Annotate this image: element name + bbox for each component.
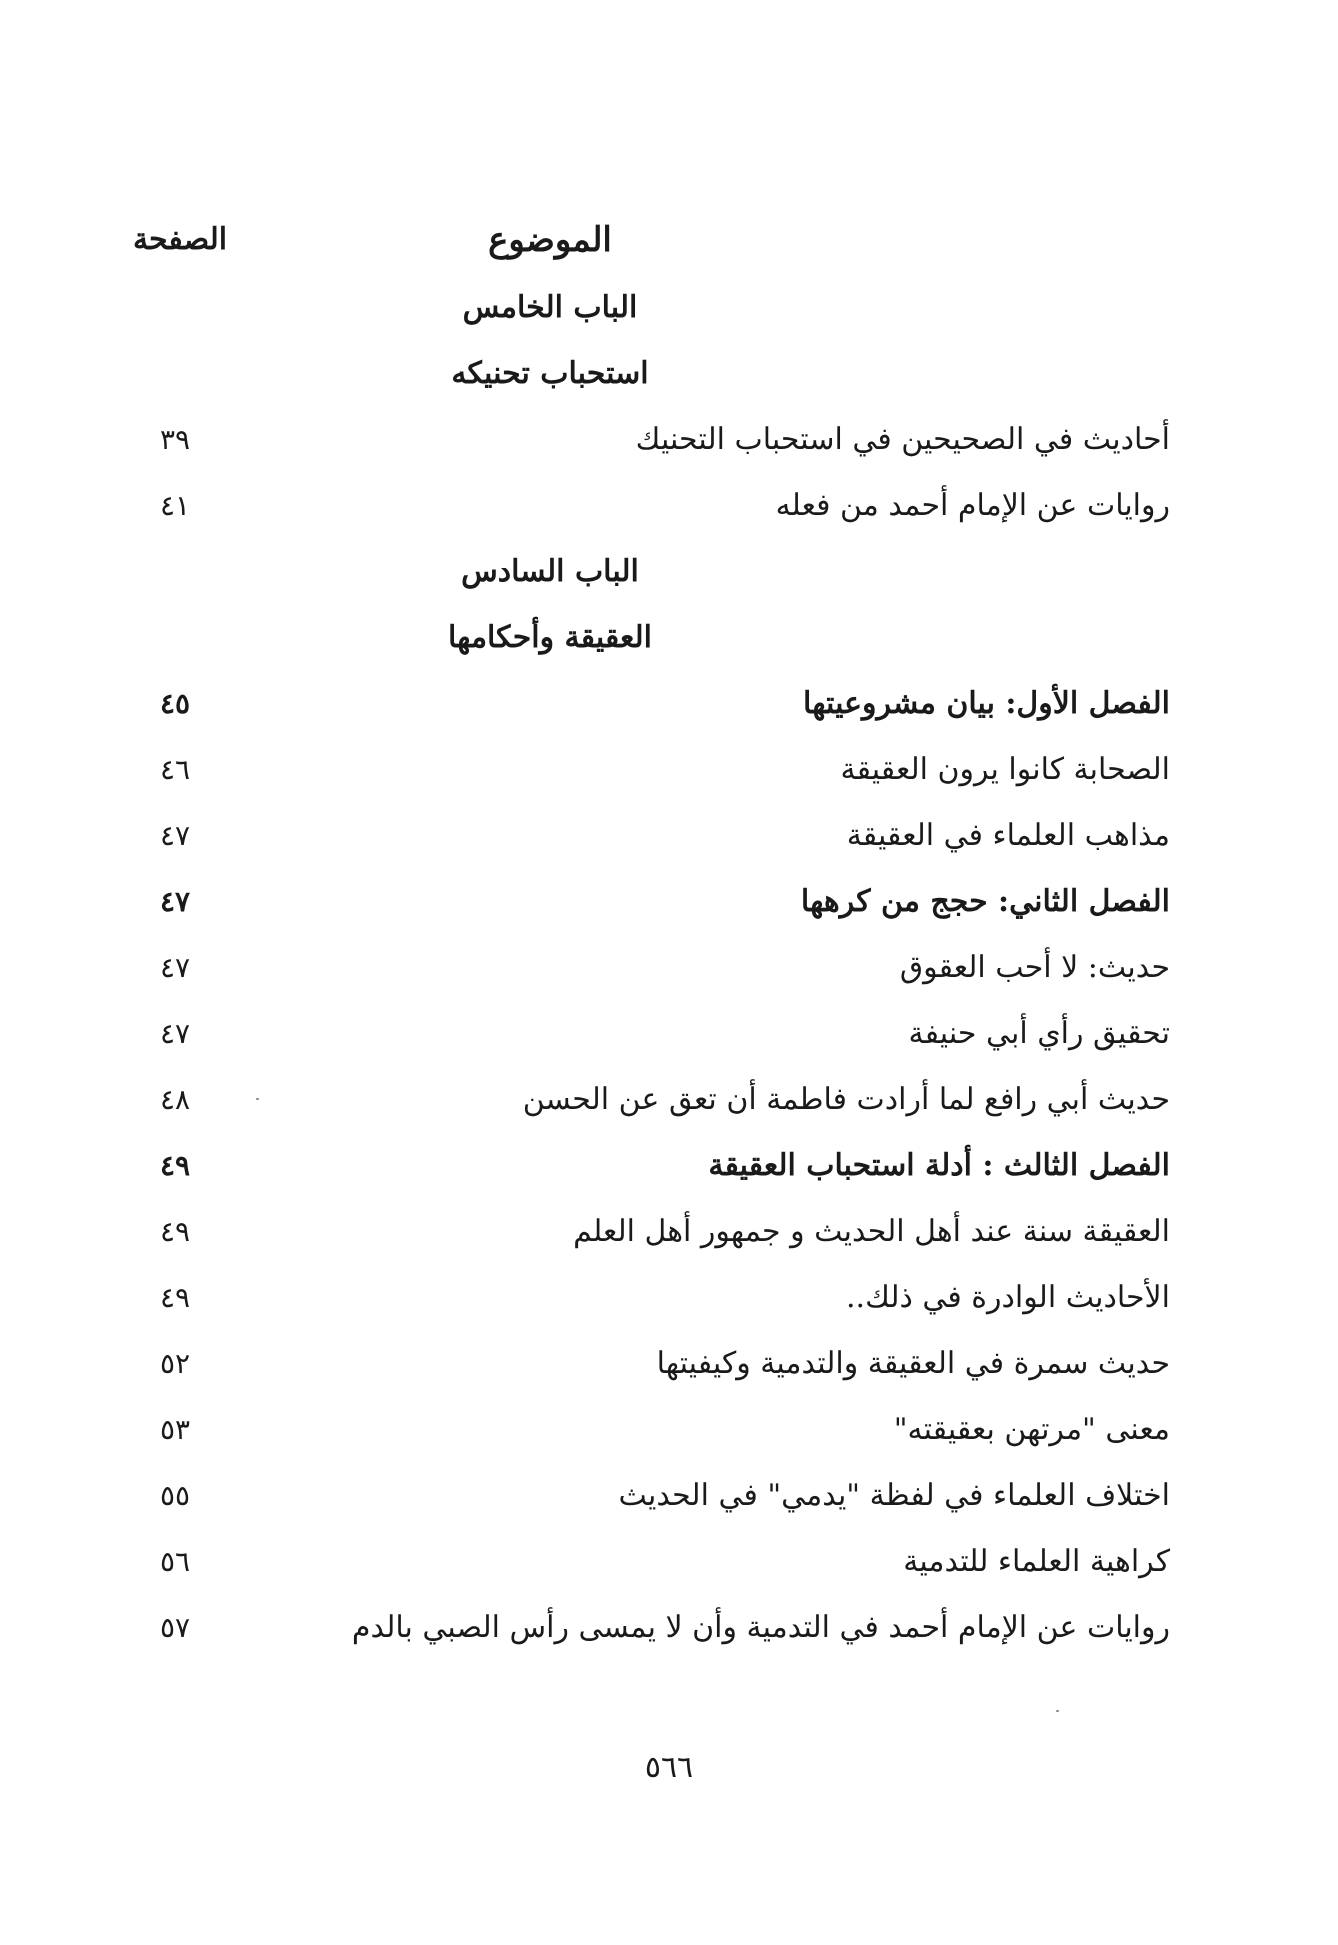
entry-topic: روايات عن الإمام أحمد من فعله	[775, 488, 1170, 523]
entry-page-number: ٤٧	[159, 1017, 191, 1050]
toc-rows	[110, 275, 1170, 1661]
entry-page-number: ٥٧	[159, 1611, 191, 1644]
entry-topic: الفصل الأول: بيان مشروعيتها	[803, 686, 1170, 721]
toc-entry	[110, 737, 1170, 803]
toc-entry	[110, 671, 1170, 737]
scan-speck	[1056, 1710, 1059, 1712]
toc-entry	[110, 1199, 1170, 1265]
toc-entry	[110, 473, 1170, 539]
toc-entry	[110, 1133, 1170, 1199]
toc-entry	[110, 803, 1170, 869]
entry-topic: الفصل الثالث : أدلة استحباب العقيقة	[708, 1148, 1170, 1183]
scan-speck	[256, 1098, 259, 1100]
entry-page-number: ٤٦	[159, 753, 191, 786]
toc-entry	[110, 1595, 1170, 1661]
entry-topic: العقيقة سنة عند أهل الحديث و جمهور أهل العلم	[573, 1214, 1170, 1249]
entry-topic: الأحاديث الوادرة في ذلك..	[846, 1280, 1170, 1315]
entry-page-number: ٥٢	[159, 1347, 191, 1380]
entry-topic: كراهية العلماء للتدمية	[903, 1544, 1170, 1579]
entry-topic: الفصل الثاني: حجج من كرهها	[800, 884, 1170, 919]
toc-header-row	[110, 205, 1170, 275]
entry-topic: تحقيق رأي أبي حنيفة	[908, 1016, 1170, 1051]
entry-topic: حديث سمرة في العقيقة والتدمية وكيفيتها	[656, 1346, 1170, 1381]
toc-entry	[110, 1463, 1170, 1529]
entry-topic: حديث: لا أحب العقوق	[899, 950, 1170, 985]
entry-topic: حديث أبي رافع لما أرادت فاطمة أن تعق عن الحسن	[522, 1082, 1170, 1117]
entry-topic: الصحابة كانوا يرون العقيقة	[840, 752, 1170, 787]
entry-topic: أحاديث في الصحيحين في استحباب التحنيك	[635, 422, 1170, 457]
section-heading-text: الباب الخامس	[462, 290, 638, 325]
topic-column-label: الموضوع	[488, 220, 612, 260]
entry-page-number: ٤٧	[159, 885, 191, 918]
page-column-label: الصفحة	[132, 222, 228, 257]
toc-entry	[110, 1397, 1170, 1463]
entry-page-number: ٣٩	[159, 423, 191, 456]
toc-entry	[110, 1331, 1170, 1397]
toc-section-heading	[110, 605, 1170, 671]
toc-section-heading	[110, 275, 1170, 341]
entry-page-number: ٤٩	[159, 1281, 191, 1314]
entry-topic: مذاهب العلماء في العقيقة	[846, 818, 1170, 853]
entry-page-number: ٤٥	[159, 687, 191, 720]
toc-entry	[110, 1265, 1170, 1331]
entry-page-number: ٤٩	[159, 1215, 191, 1248]
toc-entry	[110, 407, 1170, 473]
entry-page-number: ٤٩	[159, 1149, 191, 1182]
entry-page-number: ٤٧	[159, 951, 191, 984]
toc-entry	[110, 869, 1170, 935]
entry-page-number: ٥٥	[159, 1479, 191, 1512]
table-of-contents	[110, 205, 1170, 1661]
entry-topic: روايات عن الإمام أحمد في التدمية وأن لا يمسى رأس الصبي بالدم	[351, 1610, 1170, 1645]
section-heading-text: استحباب تحنيكه	[451, 356, 649, 391]
entry-page-number: ٤٧	[159, 819, 191, 852]
toc-section-heading	[110, 341, 1170, 407]
entry-topic: معنى "مرتهن بعقيقته"	[893, 1412, 1170, 1447]
entry-page-number: ٥٣	[159, 1413, 191, 1446]
page-number: ٥٦٦	[644, 1750, 694, 1785]
entry-page-number: ٤٨	[159, 1083, 191, 1116]
section-heading-text: العقيقة وأحكامها	[448, 620, 652, 655]
entry-page-number: ٥٦	[159, 1545, 191, 1578]
entry-page-number: ٤١	[159, 489, 191, 522]
toc-entry	[110, 935, 1170, 1001]
toc-entry	[110, 1529, 1170, 1595]
toc-entry	[110, 1067, 1170, 1133]
toc-section-heading	[110, 539, 1170, 605]
toc-entry	[110, 1001, 1170, 1067]
entry-topic: اختلاف العلماء في لفظة "يدمي" في الحديث	[618, 1478, 1170, 1513]
section-heading-text: الباب السادس	[461, 554, 639, 589]
